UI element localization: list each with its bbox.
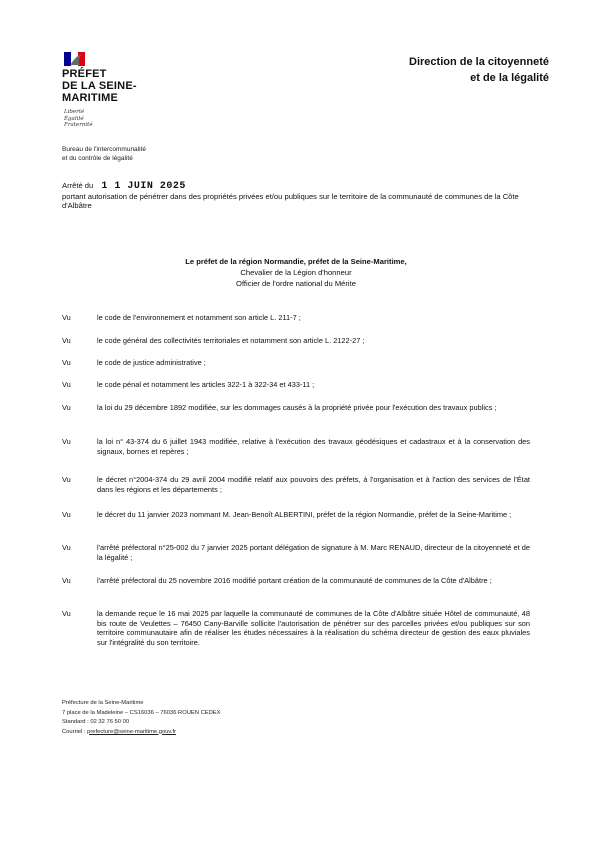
visa-text: l'arrêté préfectoral du 25 novembre 2016 modifié portant création de la communauté de communes de la Côte d'Albâtre ; — [97, 576, 492, 585]
visa-text: la demande reçue le 16 mai 2025 par laquelle la communauté de communes de la Côte d'Albâtre située Hôtel de communauté, 48 bis route de Veulettes – 76450 Cany-Barville sollicite l'autorisation de pénétrer sur des parcelles privées et/ou publiques sur son territoire communautaire afin de réaliser les études nécessaires à la réalisation du schéma directeur de gestion des eaux pluviales sur l'intégralité du son territoire. — [97, 609, 530, 647]
vu-label: Vu — [62, 609, 71, 618]
visa-text: le code de justice administrative ; — [97, 358, 206, 367]
footer-line-1: Préfecture de la Seine-Maritime — [62, 700, 144, 706]
devise-egalite: Égalité — [64, 115, 84, 122]
bureau-line-2: et du contrôle de légalité — [62, 155, 133, 162]
visa-text: la loi du 29 décembre 1892 modifiée, sur les dommages causés à la propriété privée pour l'exécution des travaux publics ; — [97, 403, 497, 412]
visa-text: le décret n°2004-374 du 29 avril 2004 modifié relatif aux pouvoirs des préfets, à l'organisation et à l'action des services de l'État dans les régions et les départements ; — [97, 475, 530, 494]
logo-line-1: PRÉFET — [62, 68, 107, 80]
date-stamp: 1 1 JUIN 2025 — [101, 181, 186, 192]
marianne-logo — [64, 52, 90, 66]
vu-label: Vu — [62, 336, 71, 345]
prefet-logo-text — [62, 68, 137, 104]
footer-address — [62, 699, 221, 737]
arrete-date-line — [62, 181, 530, 192]
prefet-signatory-block — [62, 256, 530, 289]
footer-line-2: 7 place de la Madeleine – CS16036 – 76036 ROUEN CEDEX — [62, 709, 221, 716]
footer-line-4 — [62, 728, 221, 738]
logo-line-2: DE LA SEINE- — [62, 80, 137, 92]
arrete-object: portant autorisation de pénétrer dans des propriétés privées et/ou publiques sur le territoire de la communauté de communes de la Côte d'Albâtre — [62, 191, 519, 210]
vu-label: Vu — [62, 475, 71, 484]
prefet-distinction-1: Chevalier de la Légion d'honneur — [240, 268, 352, 277]
vu-label: Vu — [62, 403, 71, 412]
devise — [64, 109, 93, 129]
visa-text: le code général des collectivités territoriales et notamment son article L. 2122-27 ; — [97, 336, 365, 345]
visa-text: l'arrêté préfectoral n°25-002 du 7 janvier 2025 portant délégation de signature à M. Marc RENAUD, directeur de la citoyenneté et de la légalité ; — [97, 543, 530, 562]
direction-line-2: et de la légalité — [470, 72, 549, 84]
arrete-heading — [62, 181, 530, 211]
visa-text: la loi n° 43-374 du 6 juillet 1943 modifiée, relative à l'exécution des travaux géodésiques et cadastraux et à la conservation des signaux, bornes et repères ; — [97, 437, 530, 456]
arrete-prefix: Arrêté du — [62, 181, 94, 190]
visa-text: le code pénal et notamment les articles 322-1 à 322-34 et 433-11 ; — [97, 380, 315, 389]
vu-label: Vu — [62, 437, 71, 446]
vu-label: Vu — [62, 510, 71, 519]
prefet-title: Le préfet de la région Normandie, préfet de la Seine-Maritime, — [185, 257, 407, 266]
email-label: Courriel : — [62, 728, 88, 735]
direction-line-1: Direction de la citoyenneté — [409, 56, 549, 68]
devise-fraternite: Fraternité — [64, 122, 93, 128]
prefet-distinction-2: Officier de l'ordre national du Mérite — [236, 279, 356, 288]
visa-text: le code de l'environnement et notamment son article L. 211-7 ; — [97, 313, 301, 322]
vu-label: Vu — [62, 576, 71, 585]
footer-line-3: Standard : 02 32 76 50 00 — [62, 719, 130, 725]
visa-text: le décret du 11 janvier 2023 nommant M. Jean-Benoît ALBERTINI, préfet de la région Normandie, préfet de la Seine-Maritime ; — [97, 510, 512, 519]
logo-line-3: MARITIME — [62, 92, 118, 104]
devise-liberte: Liberté — [64, 109, 85, 115]
vu-label: Vu — [62, 313, 71, 322]
direction-title — [409, 54, 549, 86]
bureau-label — [62, 145, 146, 163]
vu-label: Vu — [62, 358, 71, 367]
bureau-line-1: Bureau de l'intercommunalité — [62, 146, 146, 153]
vu-label: Vu — [62, 380, 71, 389]
vu-label: Vu — [62, 543, 71, 552]
email-link[interactable]: prefecture@seine-maritime.gouv.fr — [87, 728, 177, 735]
